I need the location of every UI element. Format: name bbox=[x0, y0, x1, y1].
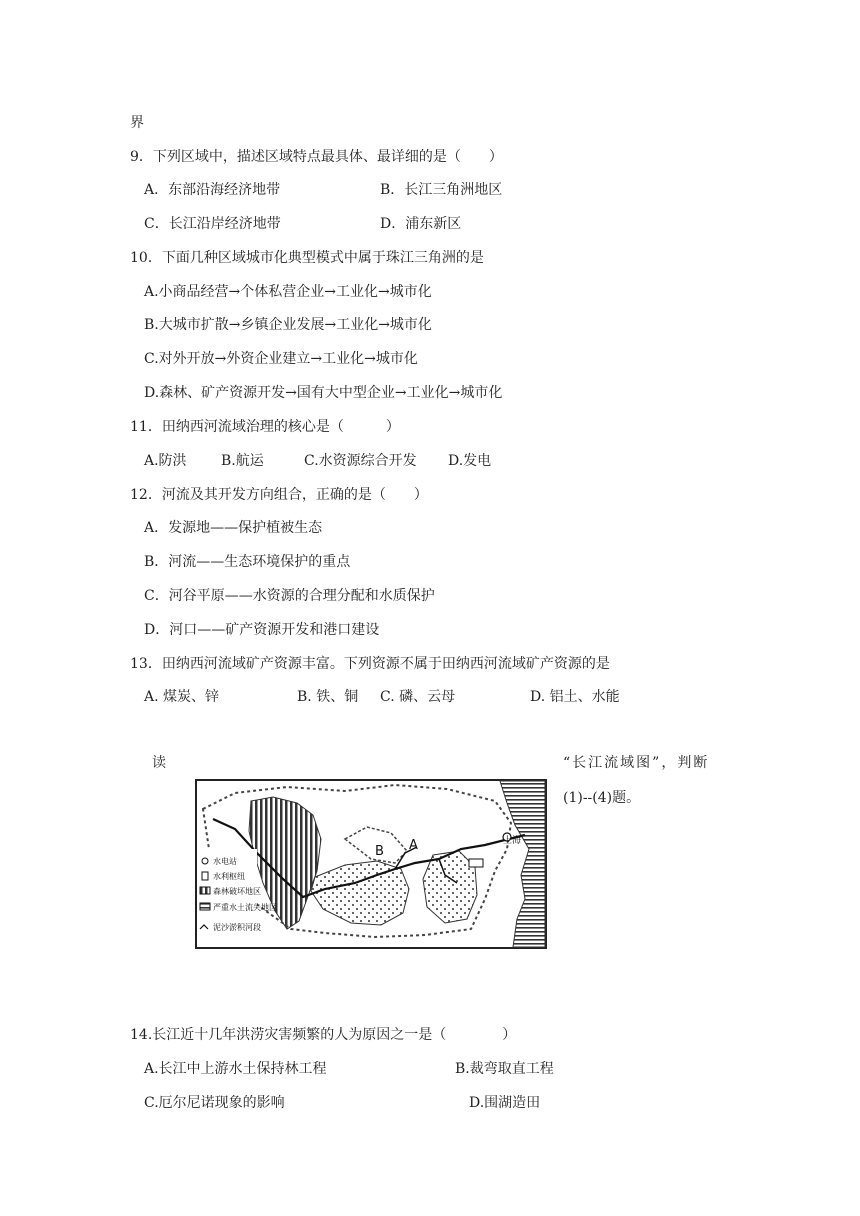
q13-option-b: B. 铁、铜 bbox=[297, 689, 359, 705]
question-9: 9．下列区域中，描述区域特点最具体、最详细的是（ ） bbox=[130, 149, 503, 165]
question-14: 14.长江近十几年洪涝灾害频繁的人为原因之一是（ ） bbox=[130, 1027, 517, 1043]
question-11: 11．田纳西河流域治理的核心是（ ） bbox=[130, 419, 400, 435]
q11-option-d: D.发电 bbox=[448, 453, 492, 469]
q10-option-d: D.森林、矿产资源开发→国有大中型企业→工业化→城市化 bbox=[144, 385, 503, 401]
forest-swatch bbox=[200, 887, 210, 894]
q9-option-c: C．长江沿岸经济地带 bbox=[144, 216, 281, 232]
q12-option-d: D．河口——矿产资源开发和港口建设 bbox=[144, 622, 380, 638]
q14-option-c: C.厄尔尼诺现象的影响 bbox=[144, 1095, 285, 1111]
read-prompt-right: “长江流域图”，判断 bbox=[563, 755, 710, 771]
q12-option-b: B．河流——生态环境保护的重点 bbox=[144, 554, 351, 570]
q13-option-d: D. 铝土、水能 bbox=[530, 689, 620, 705]
question-12: 12．河流及其开发方向组合，正确的是（ ） bbox=[130, 487, 428, 503]
q10-option-b: B.大城市扩散→乡镇企业发展→工业化→城市化 bbox=[144, 317, 432, 333]
q12-option-c: C．河谷平原——水资源的合理分配和水质保护 bbox=[144, 588, 435, 604]
question-10: 10．下面几种区域城市化典型模式中属于珠江三角洲的是 bbox=[130, 250, 484, 266]
question-13: 13．田纳西河流域矿产资源丰富。下列资源不属于田纳西河流域矿产资源的是 bbox=[130, 656, 610, 672]
yangtze-basin-map bbox=[195, 779, 547, 949]
q9-option-a: A．东部沿海经济地带 bbox=[144, 182, 281, 198]
legend-silt: 泥沙淤积河段 bbox=[213, 923, 261, 932]
read-prompt-right-2: (1)--(4)题。 bbox=[563, 790, 641, 806]
q14-option-b: B.裁弯取直工程 bbox=[455, 1061, 554, 1077]
q14-option-a: A.长江中上游水土保持林工程 bbox=[144, 1061, 327, 1077]
erosion-swatch bbox=[200, 903, 210, 910]
q10-option-a: A.小商品经营→个体私营企业→工业化→城市化 bbox=[144, 284, 432, 300]
q10-option-c: C.对外开放→外资企业建立→工业化→城市化 bbox=[144, 351, 418, 367]
legend-hydropower: 水电站 bbox=[213, 857, 237, 866]
q9-option-b: B．长江三角洲地区 bbox=[380, 182, 503, 198]
map-label-city: 上海 bbox=[503, 836, 522, 846]
legend-erosion: 严重水土流失地区 bbox=[213, 903, 277, 912]
q11-option-c: C.水资源综合开发 bbox=[304, 453, 417, 469]
q11-option-a: A.防洪 bbox=[144, 453, 187, 469]
q12-option-a: A．发源地——保护植被生态 bbox=[144, 520, 323, 536]
q14-option-d: D.围湖造田 bbox=[469, 1095, 541, 1111]
legend-forest: 森林破坏地区 bbox=[213, 887, 261, 896]
map-label-a: A bbox=[409, 838, 418, 853]
dam-marker bbox=[469, 859, 483, 867]
q11-option-b: B.航运 bbox=[221, 453, 264, 469]
q9-option-d: D．浦东新区 bbox=[380, 216, 462, 232]
q13-option-c: C. 磷、云母 bbox=[380, 689, 456, 705]
map-label-b: B bbox=[375, 844, 384, 859]
q13-option-a: A. 煤炭、锌 bbox=[144, 689, 220, 705]
line-continuation: 界 bbox=[130, 115, 144, 131]
read-prompt-left: 读 bbox=[152, 755, 166, 771]
legend-dam: 水利枢纽 bbox=[213, 872, 245, 881]
